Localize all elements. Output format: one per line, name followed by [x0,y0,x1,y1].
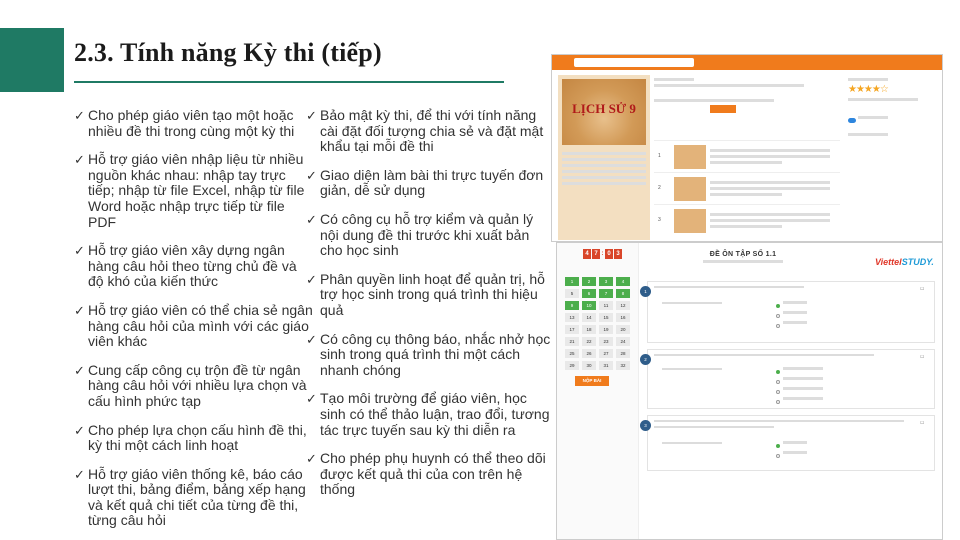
bullet-item [74,152,314,230]
flag-checkbox[interactable]: ☐ [920,420,924,425]
exam-list-screenshot [551,54,943,242]
check-icon: ✓ [74,243,85,259]
bullet-text: Hỗ trợ giáo viên có thể chia sẻ ngân hàng câu hỏi của mình với các giáo viên khác [88,301,313,350]
item-text [710,210,830,231]
item-number: 2 [658,185,661,191]
bullet-text: Cung cấp công cụ trộn đề từ ngân hàng câu hỏi với nhiều lựa chọn và cấu hình phức tạp [88,361,307,409]
question-cell[interactable]: 32 [616,361,630,370]
check-icon: ✓ [74,422,85,438]
flag-checkbox[interactable]: ☐ [920,286,924,291]
question-cell[interactable]: 15 [599,313,613,322]
question-cell[interactable]: 30 [582,361,596,370]
book-cover [558,75,650,240]
bullet-item [306,391,551,438]
question-cell[interactable]: 19 [599,325,613,334]
check-icon: ✓ [74,362,85,378]
check-icon: ✓ [306,451,317,467]
question-cell[interactable]: 16 [616,313,630,322]
question-cell[interactable]: 9 [565,301,579,310]
bullet-text: Có công cụ hỗ trợ kiểm và quản lý nội dung đề thi trước khi xuất bản cho học sinh [320,210,534,259]
question-cell[interactable]: 22 [582,337,596,346]
check-icon: ✓ [306,108,317,123]
app-header-bar [552,55,942,70]
question-number: 3 [640,420,651,431]
search-input[interactable] [574,58,694,67]
check-icon: ✓ [306,331,317,347]
exam-taking-screenshot [556,242,943,540]
question-grid [565,277,631,370]
rating-panel [848,75,938,141]
question-cell[interactable]: 28 [616,349,630,358]
item-number: 1 [658,153,661,159]
exam-title: ĐỀ ÔN TẬP SỐ 1.1 [709,251,777,258]
start-exam-button[interactable] [710,105,736,113]
bullet-item [74,243,314,290]
bullet-item [306,451,551,498]
bullet-item [306,168,551,199]
check-icon: ✓ [74,108,85,123]
question-cell[interactable]: 25 [565,349,579,358]
slide-title: 2.3. Tính năng Kỳ thi (tiếp) [74,38,382,67]
check-icon: ✓ [74,152,85,168]
bullet-item [74,303,314,350]
bullet-text: Phân quyền linh hoạt để quản trị, hỗ trợ học sinh trong quá trình thi hiệu quả [320,270,545,318]
question-cell[interactable]: 1 [565,277,579,286]
bullet-text: Có công cụ thông báo, nhắc nhở học sinh trong quá trình thi một cách nhanh chóng [320,330,551,378]
bullet-item [306,332,551,379]
check-icon: ✓ [74,302,85,318]
question-cell[interactable]: 8 [616,289,630,298]
question-cell[interactable]: 29 [565,361,579,370]
question-cell[interactable]: 2 [582,277,596,286]
bullet-text: Cho phép lựa chọn cấu hình đề thi, kỳ thi một cách linh hoạt [88,421,307,454]
viettel-study-logo: ViettelSTUDY. [875,257,934,267]
bullet-item [74,423,314,454]
question-cell[interactable]: 3 [599,277,613,286]
bullet-item [74,363,314,410]
title-underline [74,81,504,83]
item-thumbnail [674,209,706,233]
right-bullet-list [306,108,551,511]
question-cell[interactable]: 4 [616,277,630,286]
answer-options[interactable] [776,364,823,374]
check-icon: ✓ [306,211,317,227]
item-text [710,146,830,167]
exam-info [654,75,840,105]
check-icon: ✓ [306,167,317,183]
bullet-item [306,212,551,259]
question-cell[interactable]: 13 [565,313,579,322]
item-text [710,178,830,199]
bullet-text: Hỗ trợ giáo viên xây dựng ngân hàng câu hỏi theo từng chủ đề và độ khó của kiến thức [88,242,297,290]
question-cell[interactable]: 12 [616,301,630,310]
list-item[interactable] [654,140,840,172]
list-item[interactable] [654,172,840,204]
submit-button[interactable]: NỘP BÀI [575,376,609,386]
question-cell[interactable]: 14 [582,313,596,322]
question-cell[interactable]: 23 [599,337,613,346]
check-icon: ✓ [306,271,317,287]
question-cell[interactable]: 26 [582,349,596,358]
item-thumbnail [674,177,706,201]
question-cell[interactable]: 17 [565,325,579,334]
check-icon: ✓ [74,466,85,482]
question-cell[interactable]: 11 [599,301,613,310]
rating-stars: ★★★★☆ [848,84,888,95]
check-icon: ✓ [306,391,317,407]
question-cell[interactable]: 21 [565,337,579,346]
bullet-text: Bảo mật kỳ thi, để thi với tính năng cài đặt đối tượng chia sẻ và đặt mật khẩu tại mỗi đề thi [320,107,544,155]
question-card [644,349,935,409]
bullet-text: Tạo môi trường để giáo viên, học sinh có thể thảo luận, trao đổi, tương tác trực tuyến sau kỳ thi diễn ra [320,390,550,438]
exam-header [647,251,839,265]
question-navigator [557,243,639,539]
question-card [644,281,935,343]
left-bullet-list [74,108,314,540]
list-item[interactable] [654,204,840,236]
bullet-text: Hỗ trợ giáo viên nhập liệu từ nhiều nguồn khác nhau: nhập tay trực tiếp; nhập từ file Excel, nhập từ file Word hoặc nhập trực tiếp từ file PDF [88,151,305,230]
flag-checkbox[interactable]: ☐ [920,354,924,359]
question-number: 1 [640,286,651,297]
question-cell[interactable]: 18 [582,325,596,334]
bullet-item [306,272,551,319]
question-cell[interactable]: 20 [616,325,630,334]
bullet-item [74,467,314,529]
exam-subtitle [647,260,839,263]
question-number: 2 [640,354,651,365]
question-cell[interactable]: 31 [599,361,613,370]
question-cell[interactable]: 24 [616,337,630,346]
item-number: 3 [658,217,661,223]
question-card [644,415,935,471]
countdown-timer: 4 7 : 0 3 [583,249,623,259]
question-cell[interactable]: 27 [599,349,613,358]
question-cell[interactable]: 6 [582,289,596,298]
bullet-text: Hỗ trợ giáo viên thống kê, báo cáo lượt thi, bảng điểm, bảng xếp hạng và kết quả chi tiết của từng đề thi, từng câu hỏi [88,465,306,529]
cover-details [562,149,646,188]
bullet-text: Cho phép phụ huynh có thể theo dõi được kết quả thi của con trên hệ thống [320,450,546,498]
answer-options[interactable] [776,438,807,448]
bullet-text: Giao diện làm bài thi trực tuyến đơn giản, dễ sử dụng [320,166,544,199]
exam-items [654,140,840,236]
answer-options[interactable] [776,298,807,308]
accent-block [0,28,64,92]
cover-title: LỊCH SỬ 9 [572,101,636,116]
bullet-text: Cho phép giáo viên tạo một hoặc nhiều đề thi trong cùng một kỳ thi [88,107,295,139]
bullet-item [74,108,314,139]
question-cell[interactable]: 7 [599,289,613,298]
question-cell[interactable]: 10 [582,301,596,310]
item-thumbnail [674,145,706,169]
question-cell[interactable]: 5 [565,289,579,298]
toggle-switch[interactable] [848,118,856,123]
bullet-item [306,108,551,155]
